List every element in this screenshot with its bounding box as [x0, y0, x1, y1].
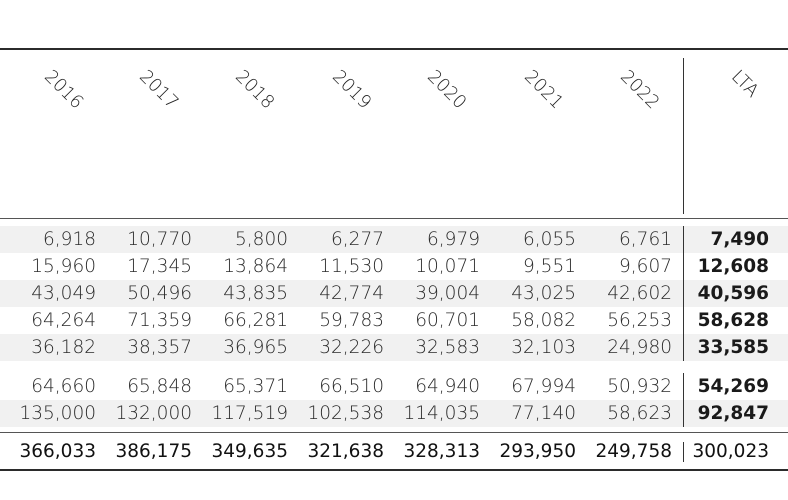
cell-2019: 66,510 — [319, 376, 384, 397]
table-row — [0, 307, 788, 334]
column-header-lta: LTA — [727, 66, 763, 102]
cell-2018: 13,864 — [223, 256, 288, 277]
cell-2020: 328,313 — [403, 441, 480, 462]
table-bottom-rule — [0, 469, 788, 471]
table-top-rule — [0, 48, 788, 50]
cell-lta: 58,628 — [697, 310, 769, 331]
cell-2018: 5,800 — [235, 229, 288, 250]
table-row — [0, 226, 788, 253]
column-header-2017: 2017 — [135, 66, 183, 114]
cell-2018: 117,519 — [211, 403, 288, 424]
cell-2016: 64,264 — [31, 310, 96, 331]
cell-2016: 15,960 — [31, 256, 96, 277]
cell-2021: 6,055 — [523, 229, 576, 250]
cell-2020: 32,583 — [415, 337, 480, 358]
cell-2020: 10,071 — [415, 256, 480, 277]
total-row — [0, 438, 788, 465]
cell-2019: 321,638 — [307, 441, 384, 462]
cell-2022: 249,758 — [595, 441, 672, 462]
cell-2019: 59,783 — [319, 310, 384, 331]
cell-2019: 42,774 — [319, 283, 384, 304]
cell-2021: 32,103 — [511, 337, 576, 358]
table-row — [0, 280, 788, 307]
cell-2017: 38,357 — [127, 337, 192, 358]
cell-2021: 43,025 — [511, 283, 576, 304]
cell-2022: 6,761 — [619, 229, 672, 250]
cell-2022: 42,602 — [607, 283, 672, 304]
cell-2021: 9,551 — [523, 256, 576, 277]
table-row — [0, 334, 788, 361]
cell-lta: 54,269 — [697, 376, 769, 397]
cell-2021: 293,950 — [499, 441, 576, 462]
lta-divider-body-0 — [683, 226, 684, 361]
cell-2020: 39,004 — [415, 283, 480, 304]
cell-2018: 43,835 — [223, 283, 288, 304]
cell-2018: 66,281 — [223, 310, 288, 331]
cell-2022: 56,253 — [607, 310, 672, 331]
table-row — [0, 400, 788, 427]
header-bottom-rule — [0, 218, 788, 219]
column-header-2016: 2016 — [40, 66, 88, 114]
cell-2020: 6,979 — [427, 229, 480, 250]
cell-2020: 60,701 — [415, 310, 480, 331]
cell-lta: 33,585 — [697, 337, 769, 358]
cell-2022: 58,623 — [607, 403, 672, 424]
cell-lta: 40,596 — [697, 283, 769, 304]
cell-2019: 102,538 — [307, 403, 384, 424]
cell-2018: 349,635 — [211, 441, 288, 462]
cell-2017: 10,770 — [127, 229, 192, 250]
cell-2019: 32,226 — [319, 337, 384, 358]
column-header-2022: 2022 — [616, 66, 664, 114]
cell-2019: 11,530 — [319, 256, 384, 277]
cell-2018: 65,371 — [223, 376, 288, 397]
cell-2021: 77,140 — [511, 403, 576, 424]
cell-2021: 67,994 — [511, 376, 576, 397]
cell-2021: 58,082 — [511, 310, 576, 331]
column-header-2019: 2019 — [328, 66, 376, 114]
cell-2022: 24,980 — [607, 337, 672, 358]
cell-2017: 71,359 — [127, 310, 192, 331]
column-header-2018: 2018 — [231, 66, 279, 114]
cell-lta: 7,490 — [710, 229, 769, 250]
cell-2016: 43,049 — [31, 283, 96, 304]
cell-2020: 64,940 — [415, 376, 480, 397]
cell-2022: 50,932 — [607, 376, 672, 397]
cell-2017: 386,175 — [115, 441, 192, 462]
total-top-rule — [0, 432, 788, 433]
cell-lta: 300,023 — [692, 441, 769, 462]
cell-2017: 132,000 — [115, 403, 192, 424]
cell-lta: 12,608 — [697, 256, 769, 277]
lta-divider-total — [683, 442, 684, 462]
cell-2017: 17,345 — [127, 256, 192, 277]
cell-2017: 50,496 — [127, 283, 192, 304]
cell-2020: 114,035 — [403, 403, 480, 424]
column-header-2020: 2020 — [423, 66, 471, 114]
cell-2016: 64,660 — [31, 376, 96, 397]
cell-2016: 6,918 — [43, 229, 96, 250]
cell-2017: 65,848 — [127, 376, 192, 397]
table-row — [0, 373, 788, 400]
cell-lta: 92,847 — [697, 403, 769, 424]
cell-2022: 9,607 — [619, 256, 672, 277]
cell-2016: 36,182 — [31, 337, 96, 358]
lta-divider-body-1 — [683, 373, 684, 427]
cell-2018: 36,965 — [223, 337, 288, 358]
cell-2019: 6,277 — [331, 229, 384, 250]
cell-2016: 135,000 — [19, 403, 96, 424]
cell-2016: 366,033 — [19, 441, 96, 462]
column-header-2021: 2021 — [520, 66, 568, 114]
lta-divider-header — [683, 58, 684, 214]
table-row — [0, 253, 788, 280]
